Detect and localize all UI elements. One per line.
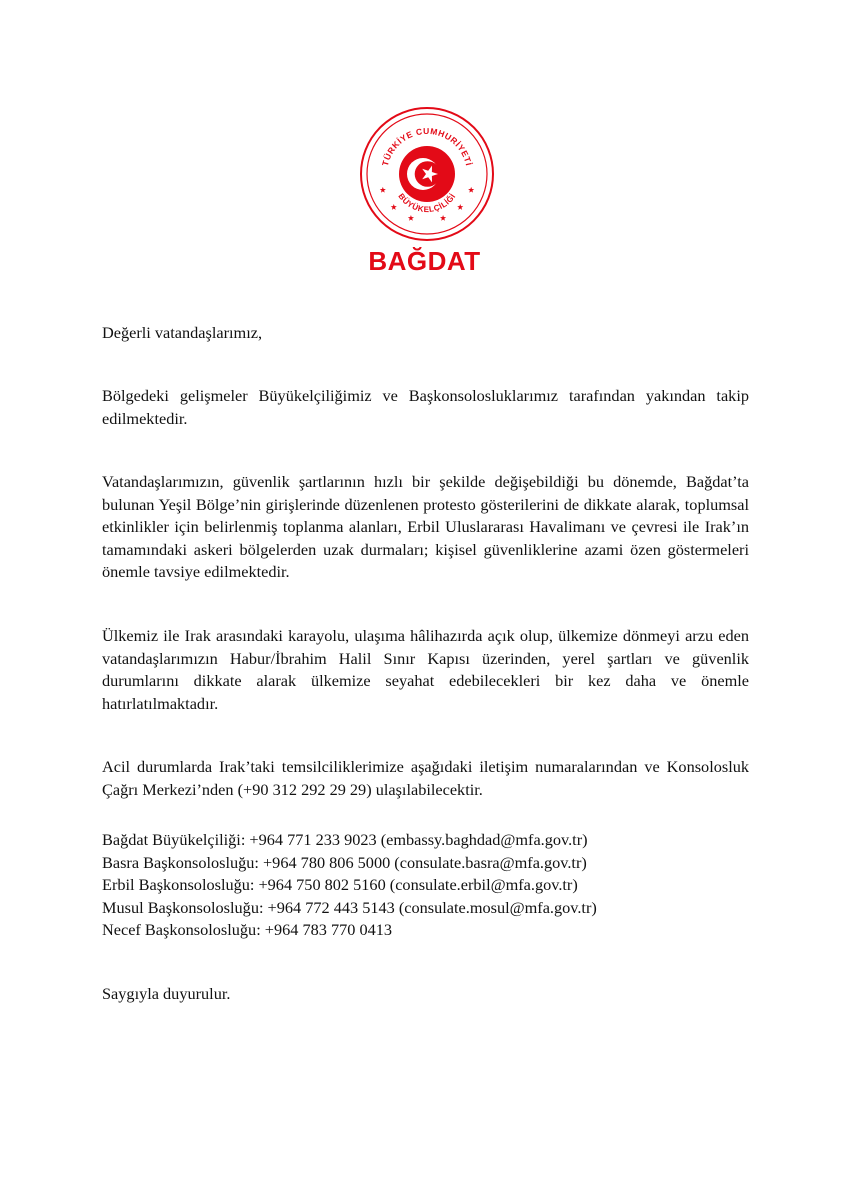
- turkish-crescent-star-seal-icon: [357, 104, 497, 244]
- letter-paragraph: [102, 385, 749, 430]
- contact-line: Bağdat Büyükelçiliği: +964 771 233 9023 (embassy.baghdad@mfa.gov.tr): [102, 830, 588, 849]
- embassy-city-name: BAĞDAT: [368, 246, 481, 276]
- ring-star-icon: [440, 215, 446, 221]
- ring-star-icon: [457, 204, 463, 210]
- letter-paragraph: [102, 756, 749, 801]
- paragraph-text: Bölgedeki gelişmeler Büyükelçiliğimiz ve Başkonsolosluklarımız tarafından yakından takip edilmektedir.: [102, 386, 749, 428]
- paragraph-text: Vatandaşlarımızın, güvenlik şartlarının hızlı bir şekilde değişebildiği bu dönemde, Bağdat’ta bulunan Yeşil Bölge’nin girişlerinde düzenlenen protesto gösterilerini de dikkate alarak, toplumsal etkinlikler için belirlenmiş toplanma alanları, Erbil Uluslararası Havalimanı ve çevresi ile Irak’ın tamamındaki askeri bölgelerden uzak durmaları; kişisel güvenliklerine azami özen göstermeleri önemle tavsiye edilmektedir.: [102, 472, 749, 582]
- ring-star-icon: [380, 187, 386, 193]
- contact-line: Musul Başkonsolosluğu: +964 772 443 5143 (consulate.mosul@mfa.gov.tr): [102, 897, 597, 917]
- contact-line: Necef Başkonsolosluğu: +964 783 770 0413: [102, 920, 393, 940]
- contact-list: [102, 829, 749, 942]
- letter-paragraph: [102, 625, 749, 715]
- letter-greeting: Değerli vatandaşlarımız,: [102, 323, 263, 342]
- paragraph-text: Acil durumlarda Irak’taki temsilciliklerimize aşağıdaki iletişim numaralarından ve Konsolosluk Çağrı Merkezi’nden (+90 312 292 29 29) ulaşılabilecektir.: [102, 757, 749, 799]
- emblem-bottom-text: BÜYÜKELÇİLİĞİ: [396, 191, 458, 215]
- letter-paragraph: [102, 471, 749, 584]
- ring-star-icon: [391, 204, 397, 210]
- letter-closing: Saygıyla duyurulur.: [102, 984, 231, 1003]
- paragraph-text: Ülkemiz ile Irak arasındaki karayolu, ulaşıma hâlihazırda açık olup, ülkemize dönmeyi arzu eden vatandaşlarımızın Habur/İbrahim Halil Sınır Kapısı üzerinden, yerel şartları ve güvenlik durumlarını dikkate alarak ülkemize seyahat edebilecekleri bir kez daha ve önemle hatırlatılmaktadır.: [102, 626, 749, 713]
- ring-star-icon: [408, 215, 414, 221]
- emblem-top-text: TÜRKİYE CUMHURİYETİ: [379, 125, 475, 167]
- ring-star-icon: [468, 187, 474, 193]
- embassy-emblem: [357, 104, 497, 244]
- contact-line: Erbil Başkonsolosluğu: +964 750 802 5160 (consulate.erbil@mfa.gov.tr): [102, 875, 578, 895]
- contact-line: Basra Başkonsolosluğu: +964 780 806 5000 (consulate.basra@mfa.gov.tr): [102, 852, 587, 872]
